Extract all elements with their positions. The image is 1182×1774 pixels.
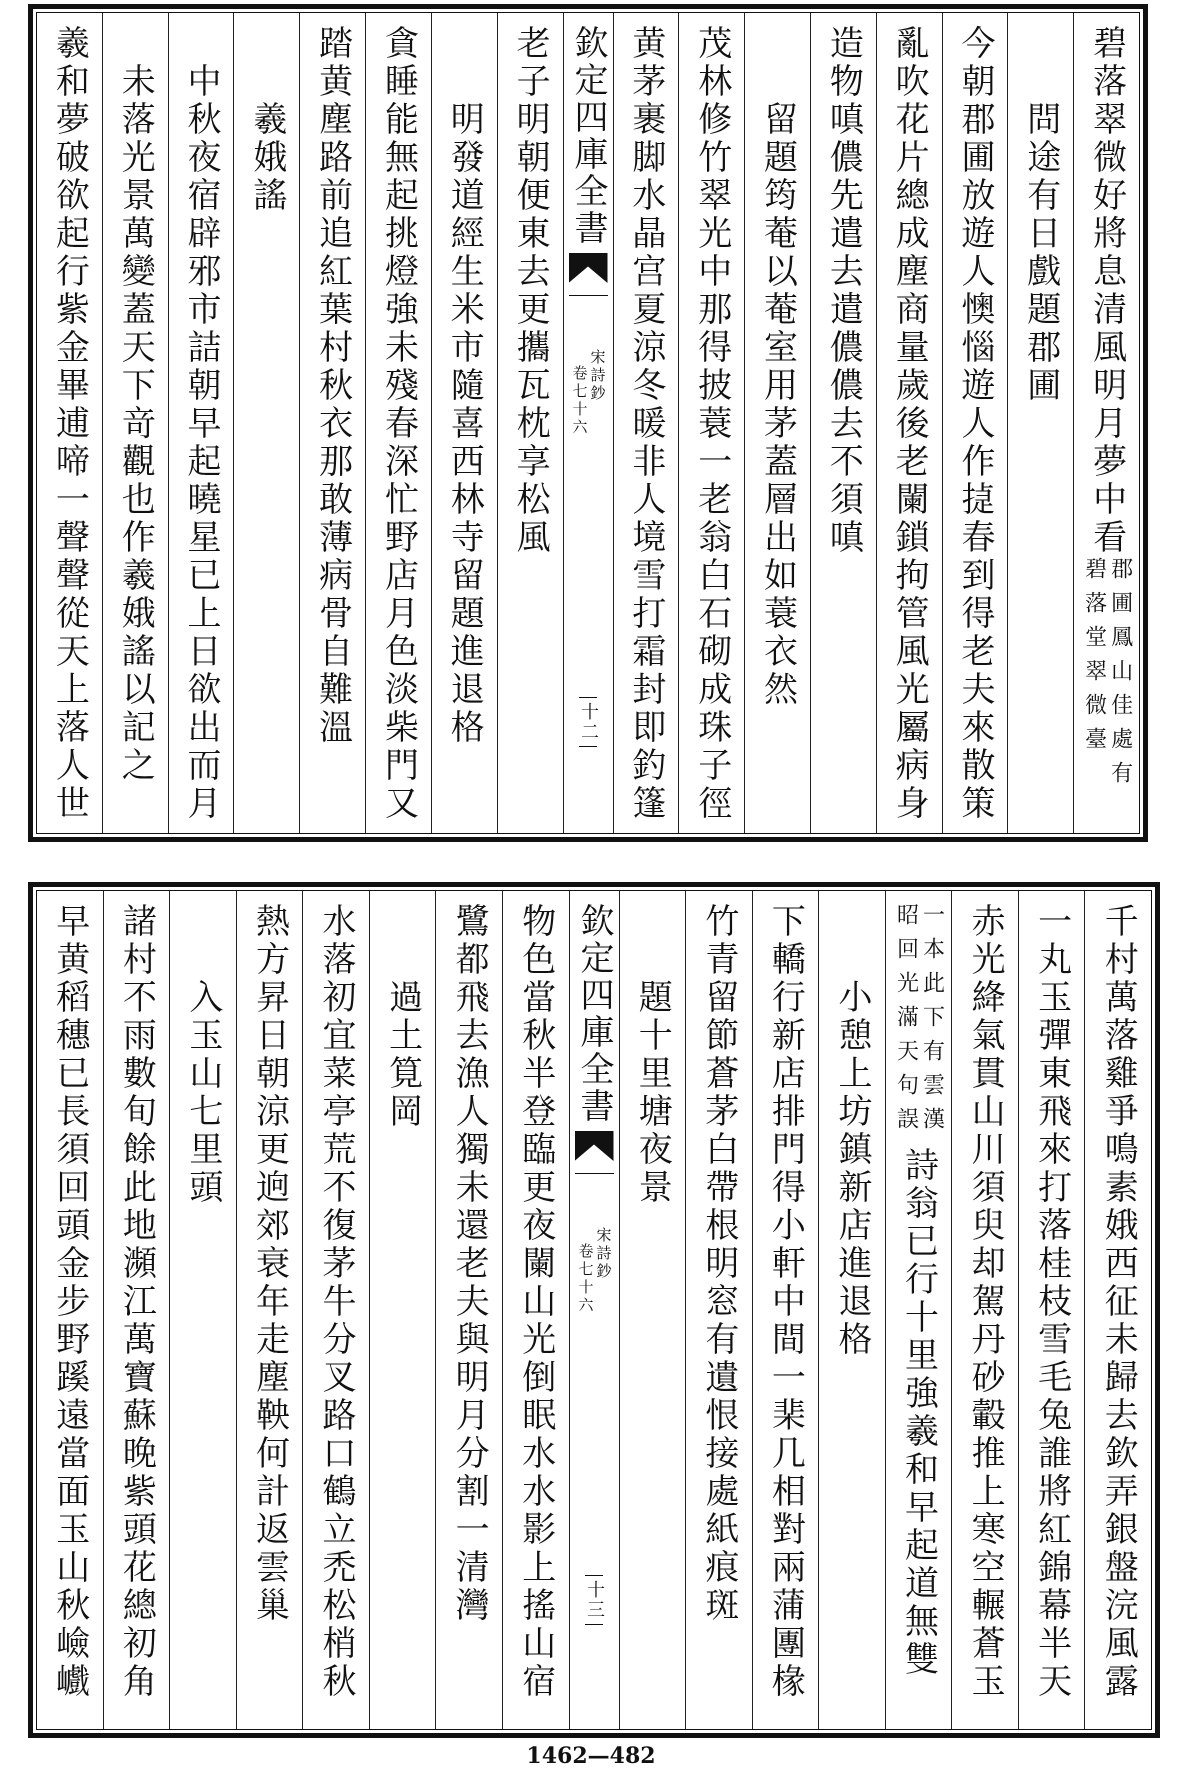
poem-title-column — [169, 891, 236, 1729]
book-info — [572, 349, 605, 437]
column-text: 水落初宜菜亭荒不復茅牛分叉路口鶴立禿松梢秋 — [316, 903, 357, 1701]
top-leaf — [28, 4, 1148, 842]
poem-column — [951, 891, 1018, 1729]
top-leaf-columns — [36, 12, 1140, 834]
column-text: 今朝郡圃放遊人懊惱遊人作㨗春到得老夫來散策 — [954, 25, 995, 823]
poem-column — [752, 891, 819, 1729]
poem-column — [103, 891, 170, 1729]
fishtail-mark — [575, 1131, 614, 1161]
column-text: 碧落翠微好將息清風明月夢中看 — [1086, 25, 1127, 557]
poem-title-column — [1007, 13, 1073, 833]
poem-title: 小憩上坊鎮新店進退格 — [831, 979, 872, 1359]
reprint-page-reference: 1462—482 — [526, 1743, 656, 1769]
preface-text: 中秋夜宿辟邪市詰朝早起曉星已上日欲出而月 — [181, 63, 222, 823]
note-line: 碧落堂翠微臺 — [1081, 557, 1107, 761]
fishtail-rule — [569, 295, 608, 296]
fishtail-rule — [575, 1173, 614, 1174]
poem-column — [37, 891, 103, 1729]
column-text: 諸村不雨數旬餘此地瀕江萬寶蘇晚紫頭花總初角 — [116, 903, 157, 1701]
column-text: 下轎行新店排門得小軒中間一棐几相對兩蒲團椽 — [765, 903, 806, 1701]
poem-column — [885, 891, 952, 1729]
poem-title-column — [369, 891, 436, 1729]
center-fold — [563, 13, 613, 833]
page-number: 十二 — [579, 697, 597, 747]
poem-column — [299, 13, 365, 833]
poem-column — [810, 13, 876, 833]
poem-column — [942, 13, 1008, 833]
poem-title: 明發道經生米市隨喜西林寺留題進退格 — [444, 101, 485, 747]
column-text: 茂林修竹翠光中那得披蓑一老翁白石砌成珠子徑 — [691, 25, 732, 823]
preface-column — [168, 13, 234, 833]
book-info — [578, 1227, 611, 1315]
preface-text: 未落光景萬變蓋天下竒觀也作羲娥謠以記之 — [115, 63, 156, 785]
note-line: 昭回光滿天句誤 — [893, 903, 919, 1141]
preface-column — [102, 13, 168, 833]
poem-column — [37, 13, 102, 833]
poem-title: 羲娥謠 — [246, 101, 287, 215]
note-line: 一本此下有雲漢 — [919, 903, 945, 1141]
collection-title: 欽定四庫全書 — [574, 903, 614, 1125]
poem-title: 入玉山七里頭 — [182, 979, 223, 1207]
poem-title-column — [619, 891, 686, 1729]
column-text: 物色當秋半登臨更夜闌山光倒眠水水影上搖山宿 — [515, 903, 556, 1701]
column-text: 赤光絳氣貫山川須臾却駕丹砂轂推上寒空輾蒼玉 — [965, 903, 1006, 1701]
poem-column — [613, 13, 679, 833]
fishtail-mark — [569, 253, 608, 283]
poem-title: 問途有日戲題郡圃 — [1020, 101, 1061, 405]
poem-column — [876, 13, 942, 833]
column-text: 亂吹花片總成塵商量歲後老闌鎖拘管風光屬病身 — [889, 25, 930, 823]
poem-column — [1084, 891, 1151, 1729]
volume-label: 卷七十六 — [576, 1243, 595, 1315]
column-text: 鷺都飛去漁人獨未還老夫與明月分割一清灣 — [449, 903, 490, 1625]
book-title: 宋詩鈔 — [588, 349, 607, 403]
column-text: 黄茅裹脚水晶宫夏涼冬暖非人境雪打霜封即釣篷 — [625, 25, 666, 823]
poem-column — [1018, 891, 1085, 1729]
poem-column — [435, 891, 502, 1729]
collection-title: 欽定四庫全書 — [568, 25, 608, 247]
poem-title-column — [818, 891, 885, 1729]
poem-column — [1073, 13, 1139, 833]
column-text: 竹青留節蒼茅白帶根明窓有遺恨接處紙痕斑 — [698, 903, 739, 1625]
poem-title: 過土筧岡 — [382, 979, 423, 1131]
page-number: 十三 — [585, 1575, 603, 1625]
column-text: 詩翁已行十里強羲和早起道無雙 — [898, 1147, 939, 1679]
poem-column — [685, 891, 752, 1729]
bottom-leaf-columns — [36, 890, 1152, 1730]
poem-title-column — [431, 13, 497, 833]
interlinear-note — [1083, 557, 1131, 795]
poem-title-column — [233, 13, 299, 833]
column-text: 早黄稻穗已長須回頭金步野蹊遠當面玉山秋嶮巇 — [49, 903, 90, 1701]
poem-column — [678, 13, 744, 833]
poem-column — [236, 891, 303, 1729]
poem-column — [497, 13, 563, 833]
column-text: 貪睡能無起挑燈強未殘春深忙野店月色淡柴門又 — [378, 25, 419, 823]
center-fold — [569, 891, 619, 1729]
book-title: 宋詩鈔 — [594, 1227, 613, 1281]
column-text: 一丸玉彈東飛來打落桂枝雪毛兔誰將紅錦幕半天 — [1031, 903, 1072, 1701]
column-text: 羲和夢破欲起行紫金畢逋啼一聲聲從天上落人世 — [49, 25, 90, 823]
poem-title: 題十里塘夜景 — [632, 979, 673, 1207]
column-text: 造物嗔儂先遣去遣儂儂去不須嗔 — [823, 25, 864, 557]
poem-column — [302, 891, 369, 1729]
bottom-leaf — [28, 882, 1160, 1738]
column-text: 老子明朝便東去更攜瓦枕享松風 — [510, 25, 551, 557]
poem-column — [502, 891, 569, 1729]
poem-column — [365, 13, 431, 833]
poem-title: 留題筠菴以菴室用茅蓋層出如蓑衣然 — [757, 101, 798, 709]
note-line: 郡圃鳳山佳處有 — [1107, 557, 1133, 795]
column-text: 千村萬落雞爭鳴素娥西征未歸去欽弄銀盤浣風露 — [1098, 903, 1139, 1701]
poem-title-column — [744, 13, 810, 833]
column-text: 踏黄塵路前追紅葉村秋衣那敢薄病骨自難溫 — [312, 25, 353, 747]
interlinear-note — [895, 903, 943, 1141]
volume-label: 卷七十六 — [570, 365, 589, 437]
column-text: 熱方昇日朝涼更逈郊衰年走塵鞅何計返雲巢 — [249, 903, 290, 1625]
